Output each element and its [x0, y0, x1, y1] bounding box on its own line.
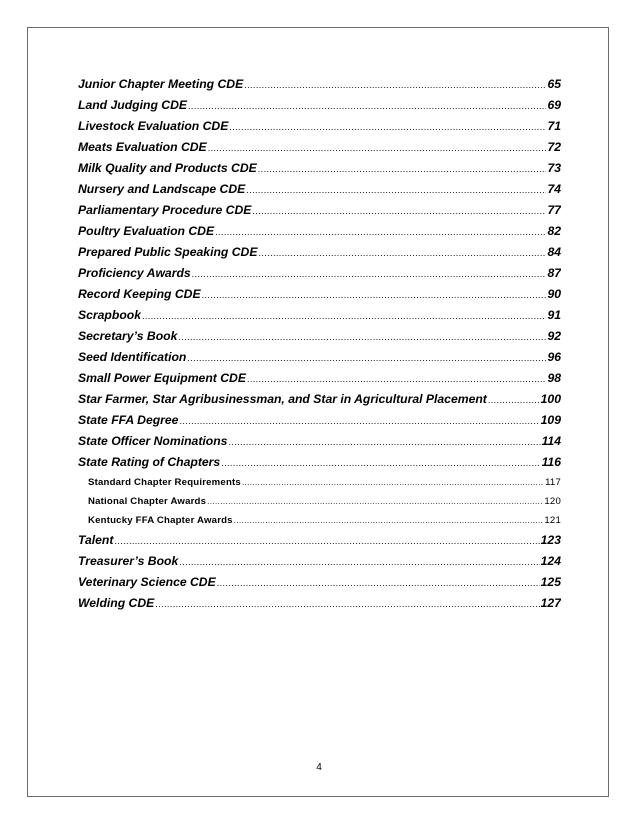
toc-entry[interactable] — [78, 74, 561, 95]
toc-subentry[interactable] — [78, 492, 561, 511]
dot-leader — [221, 453, 540, 473]
toc-entry[interactable] — [78, 221, 561, 242]
toc-entry-page: 96 — [547, 350, 561, 364]
toc-entry-title: Treasurer’s Book — [78, 554, 179, 568]
toc-entry[interactable] — [78, 284, 561, 305]
toc-entry[interactable] — [78, 389, 561, 410]
toc-entry-title: Talent — [78, 533, 114, 547]
toc-subentry-page: 121 — [544, 515, 561, 526]
toc-entry-title: Welding CDE — [78, 596, 155, 610]
toc-entry-page: 65 — [547, 77, 561, 91]
dot-leader — [179, 552, 539, 572]
dot-leader — [114, 531, 539, 551]
toc-subentry[interactable] — [78, 473, 561, 492]
toc-entry-page: 91 — [547, 308, 561, 322]
dot-leader — [228, 432, 540, 452]
toc-entry-page: 90 — [547, 287, 561, 301]
toc-entry-title: Prepared Public Speaking CDE — [78, 245, 258, 259]
toc-entry-title: State Officer Nominations — [78, 434, 228, 448]
toc-entry-title: Secretary’s Book — [78, 329, 178, 343]
toc-subentry-page: 117 — [545, 477, 561, 488]
dot-leader — [188, 96, 546, 116]
toc-entry-page: 84 — [547, 245, 561, 259]
toc-entry[interactable] — [78, 263, 561, 284]
toc-entry-page: 92 — [547, 329, 561, 343]
toc-subentry-page: 120 — [544, 496, 561, 507]
toc-entry-page: 72 — [547, 140, 561, 154]
toc-subentry-title: Kentucky FFA Chapter Awards — [88, 515, 233, 526]
toc-entry[interactable] — [78, 572, 561, 593]
dot-leader — [178, 327, 546, 347]
page-number: 4 — [316, 762, 322, 773]
toc-entry-page: 69 — [547, 98, 561, 112]
toc-entry-page: 71 — [547, 119, 561, 133]
dot-leader — [252, 201, 546, 221]
toc-entry-page: 124 — [540, 554, 561, 568]
dot-leader — [155, 594, 539, 614]
toc-subentry-title: National Chapter Awards — [88, 496, 207, 507]
toc-entry[interactable] — [78, 452, 561, 473]
toc-entry[interactable] — [78, 95, 561, 116]
dot-leader — [247, 369, 546, 389]
toc-entry[interactable] — [78, 431, 561, 452]
toc-entry-page: 100 — [540, 392, 561, 406]
dot-leader — [179, 411, 539, 431]
dot-leader — [202, 285, 547, 305]
toc-entry-title: Veterinary Science CDE — [78, 575, 216, 589]
toc-entry[interactable] — [78, 368, 561, 389]
dot-leader — [246, 180, 546, 200]
toc-entry[interactable] — [78, 116, 561, 137]
toc-entry[interactable] — [78, 410, 561, 431]
toc-entry-title: Parliamentary Procedure CDE — [78, 203, 252, 217]
toc-entry-page: 77 — [547, 203, 561, 217]
toc-entry[interactable] — [78, 347, 561, 368]
toc-entry[interactable] — [78, 137, 561, 158]
toc-entry-title: Livestock Evaluation CDE — [78, 119, 229, 133]
table-of-contents — [78, 74, 561, 614]
toc-entry-title: Nursery and Landscape CDE — [78, 182, 246, 196]
toc-entry-title: Record Keeping CDE — [78, 287, 201, 301]
toc-entry-title: Junior Chapter Meeting CDE — [78, 77, 244, 91]
toc-entry-title: Star Farmer, Star Agribusinessman, and Star in Agricultural Placement — [78, 392, 487, 406]
toc-entry-title: Poultry Evaluation CDE — [78, 224, 215, 238]
toc-entry[interactable] — [78, 242, 561, 263]
dot-leader — [258, 159, 547, 179]
toc-entry-title: Scrapbook — [78, 308, 141, 322]
toc-subentry[interactable] — [78, 511, 561, 530]
dot-leader — [217, 573, 540, 593]
toc-entry-title: Seed Identification — [78, 350, 187, 364]
toc-entry-page: 82 — [547, 224, 561, 238]
dot-leader — [142, 306, 546, 326]
toc-entry-title: State FFA Degree — [78, 413, 179, 427]
dot-leader — [242, 473, 544, 492]
dot-leader — [234, 511, 544, 530]
toc-entry[interactable] — [78, 530, 561, 551]
toc-entry-page: 123 — [540, 533, 561, 547]
toc-entry-page: 73 — [547, 161, 561, 175]
toc-entry[interactable] — [78, 200, 561, 221]
dot-leader — [207, 492, 543, 511]
toc-subentry-title: Standard Chapter Requirements — [88, 477, 241, 488]
dot-leader — [192, 264, 547, 284]
dot-leader — [258, 243, 546, 263]
toc-entry[interactable] — [78, 158, 561, 179]
toc-entry-page: 74 — [547, 182, 561, 196]
toc-entry-title: Proficiency Awards — [78, 266, 191, 280]
toc-entry-title: Small Power Equipment CDE — [78, 371, 246, 385]
toc-entry-title: Meats Evaluation CDE — [78, 140, 207, 154]
toc-entry[interactable] — [78, 179, 561, 200]
toc-entry-page: 87 — [547, 266, 561, 280]
toc-entry-page: 116 — [541, 455, 561, 469]
toc-entry[interactable] — [78, 551, 561, 572]
dot-leader — [208, 138, 547, 158]
toc-entry-title: Milk Quality and Products CDE — [78, 161, 257, 175]
toc-entry[interactable] — [78, 305, 561, 326]
dot-leader — [488, 390, 540, 410]
toc-entry-page: 127 — [540, 596, 561, 610]
toc-entry-page: 125 — [540, 575, 561, 589]
toc-entry[interactable] — [78, 326, 561, 347]
dot-leader — [187, 348, 546, 368]
dot-leader — [244, 75, 546, 95]
toc-entry[interactable] — [78, 593, 561, 614]
toc-entry-title: State Rating of Chapters — [78, 455, 221, 469]
toc-entry-page: 98 — [547, 371, 561, 385]
dot-leader — [215, 222, 546, 242]
toc-entry-page: 109 — [540, 413, 561, 427]
toc-entry-page: 114 — [541, 434, 561, 448]
toc-entry-title: Land Judging CDE — [78, 98, 188, 112]
dot-leader — [229, 117, 546, 137]
